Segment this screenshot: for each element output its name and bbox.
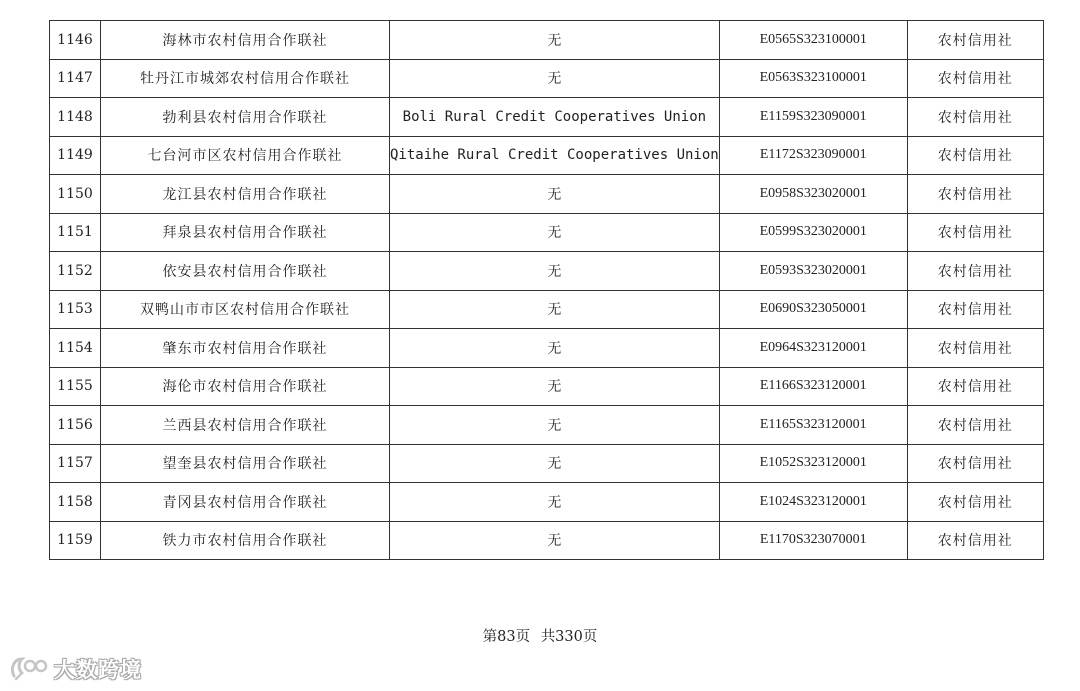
institution-code: E0964S323120001: [719, 329, 907, 368]
institution-type: 农村信用社: [907, 252, 1043, 291]
watermark: [8, 652, 142, 686]
institution-name-en: Boli Rural Credit Cooperatives Union: [390, 98, 720, 137]
table-row: [50, 406, 1044, 445]
institution-type: 农村信用社: [907, 444, 1043, 483]
institution-code: E1052S323120001: [719, 444, 907, 483]
registry-table-body: [50, 21, 1044, 560]
institution-type: 农村信用社: [907, 290, 1043, 329]
institution-name-cn: 肇东市农村信用合作联社: [101, 329, 390, 368]
row-number: 1151: [50, 213, 101, 252]
row-number: 1150: [50, 175, 101, 214]
institution-name-cn: 双鸭山市市区农村信用合作联社: [101, 290, 390, 329]
institution-name-cn: 勃利县农村信用合作联社: [101, 98, 390, 137]
row-number: 1149: [50, 136, 101, 175]
institution-name-cn: 七台河市区农村信用合作联社: [101, 136, 390, 175]
institution-type: 农村信用社: [907, 98, 1043, 137]
institution-type: 农村信用社: [907, 406, 1043, 445]
institution-code: E1159S323090001: [719, 98, 907, 137]
institution-name-cn: 拜泉县农村信用合作联社: [101, 213, 390, 252]
row-number: 1153: [50, 290, 101, 329]
row-number: 1159: [50, 521, 101, 560]
institution-type: 农村信用社: [907, 213, 1043, 252]
institution-name-cn: 龙江县农村信用合作联社: [101, 175, 390, 214]
institution-type: 农村信用社: [907, 59, 1043, 98]
page-footer: [0, 625, 1080, 646]
page-number-current: 第83页: [482, 629, 531, 645]
table-row: [50, 290, 1044, 329]
institution-type: 农村信用社: [907, 21, 1043, 60]
row-number: 1154: [50, 329, 101, 368]
institution-type: 农村信用社: [907, 136, 1043, 175]
institution-name-cn: 铁力市农村信用合作联社: [101, 521, 390, 560]
table-row: [50, 483, 1044, 522]
row-number: 1152: [50, 252, 101, 291]
institution-name-cn: 海伦市农村信用合作联社: [101, 367, 390, 406]
institution-name-cn: 牡丹江市城郊农村信用合作联社: [101, 59, 390, 98]
institution-name-cn: 青冈县农村信用合作联社: [101, 483, 390, 522]
institution-code: E0563S323100001: [719, 59, 907, 98]
institution-name-en: 无: [390, 213, 720, 252]
institution-code: E0599S323020001: [719, 213, 907, 252]
table-row: [50, 213, 1044, 252]
institution-name-en: 无: [390, 521, 720, 560]
institution-code: E0690S323050001: [719, 290, 907, 329]
table-row: [50, 367, 1044, 406]
table-row: [50, 98, 1044, 137]
institution-name-cn: 望奎县农村信用合作联社: [101, 444, 390, 483]
institution-code: E1170S323070001: [719, 521, 907, 560]
institution-name-cn: 海林市农村信用合作联社: [101, 21, 390, 60]
table-row: [50, 444, 1044, 483]
institution-name-cn: 依安县农村信用合作联社: [101, 252, 390, 291]
institution-code: E1165S323120001: [719, 406, 907, 445]
institution-name-en: 无: [390, 175, 720, 214]
institution-code: E0958S323020001: [719, 175, 907, 214]
institution-name-en: 无: [390, 59, 720, 98]
institution-type: 农村信用社: [907, 483, 1043, 522]
institution-name-en: 无: [390, 21, 720, 60]
brand-logo-icon: [8, 654, 50, 684]
table-row: [50, 21, 1044, 60]
institution-name-en: 无: [390, 290, 720, 329]
row-number: 1158: [50, 483, 101, 522]
row-number: 1157: [50, 444, 101, 483]
institution-code: E0593S323020001: [719, 252, 907, 291]
institution-code: E1172S323090001: [719, 136, 907, 175]
watermark-text: 大数跨境: [54, 658, 142, 682]
institution-type: 农村信用社: [907, 329, 1043, 368]
table-row: [50, 521, 1044, 560]
row-number: 1155: [50, 367, 101, 406]
institution-code: E1166S323120001: [719, 367, 907, 406]
institution-name-en: 无: [390, 367, 720, 406]
table-row: [50, 136, 1044, 175]
institution-type: 农村信用社: [907, 175, 1043, 214]
institution-name-en: 无: [390, 444, 720, 483]
institution-name-cn: 兰西县农村信用合作联社: [101, 406, 390, 445]
institution-type: 农村信用社: [907, 367, 1043, 406]
institution-name-en: Qitaihe Rural Credit Cooperatives Union: [390, 136, 720, 175]
row-number: 1148: [50, 98, 101, 137]
institution-name-en: 无: [390, 483, 720, 522]
registry-table: [49, 20, 1044, 560]
institution-code: E1024S323120001: [719, 483, 907, 522]
institution-type: 农村信用社: [907, 521, 1043, 560]
institution-code: E0565S323100001: [719, 21, 907, 60]
row-number: 1156: [50, 406, 101, 445]
table-row: [50, 175, 1044, 214]
page-number-total: 共330页: [540, 629, 598, 645]
row-number: 1146: [50, 21, 101, 60]
table-row: [50, 329, 1044, 368]
table-row: [50, 252, 1044, 291]
row-number: 1147: [50, 59, 101, 98]
institution-name-en: 无: [390, 252, 720, 291]
institution-name-en: 无: [390, 329, 720, 368]
table-row: [50, 59, 1044, 98]
institution-name-en: 无: [390, 406, 720, 445]
